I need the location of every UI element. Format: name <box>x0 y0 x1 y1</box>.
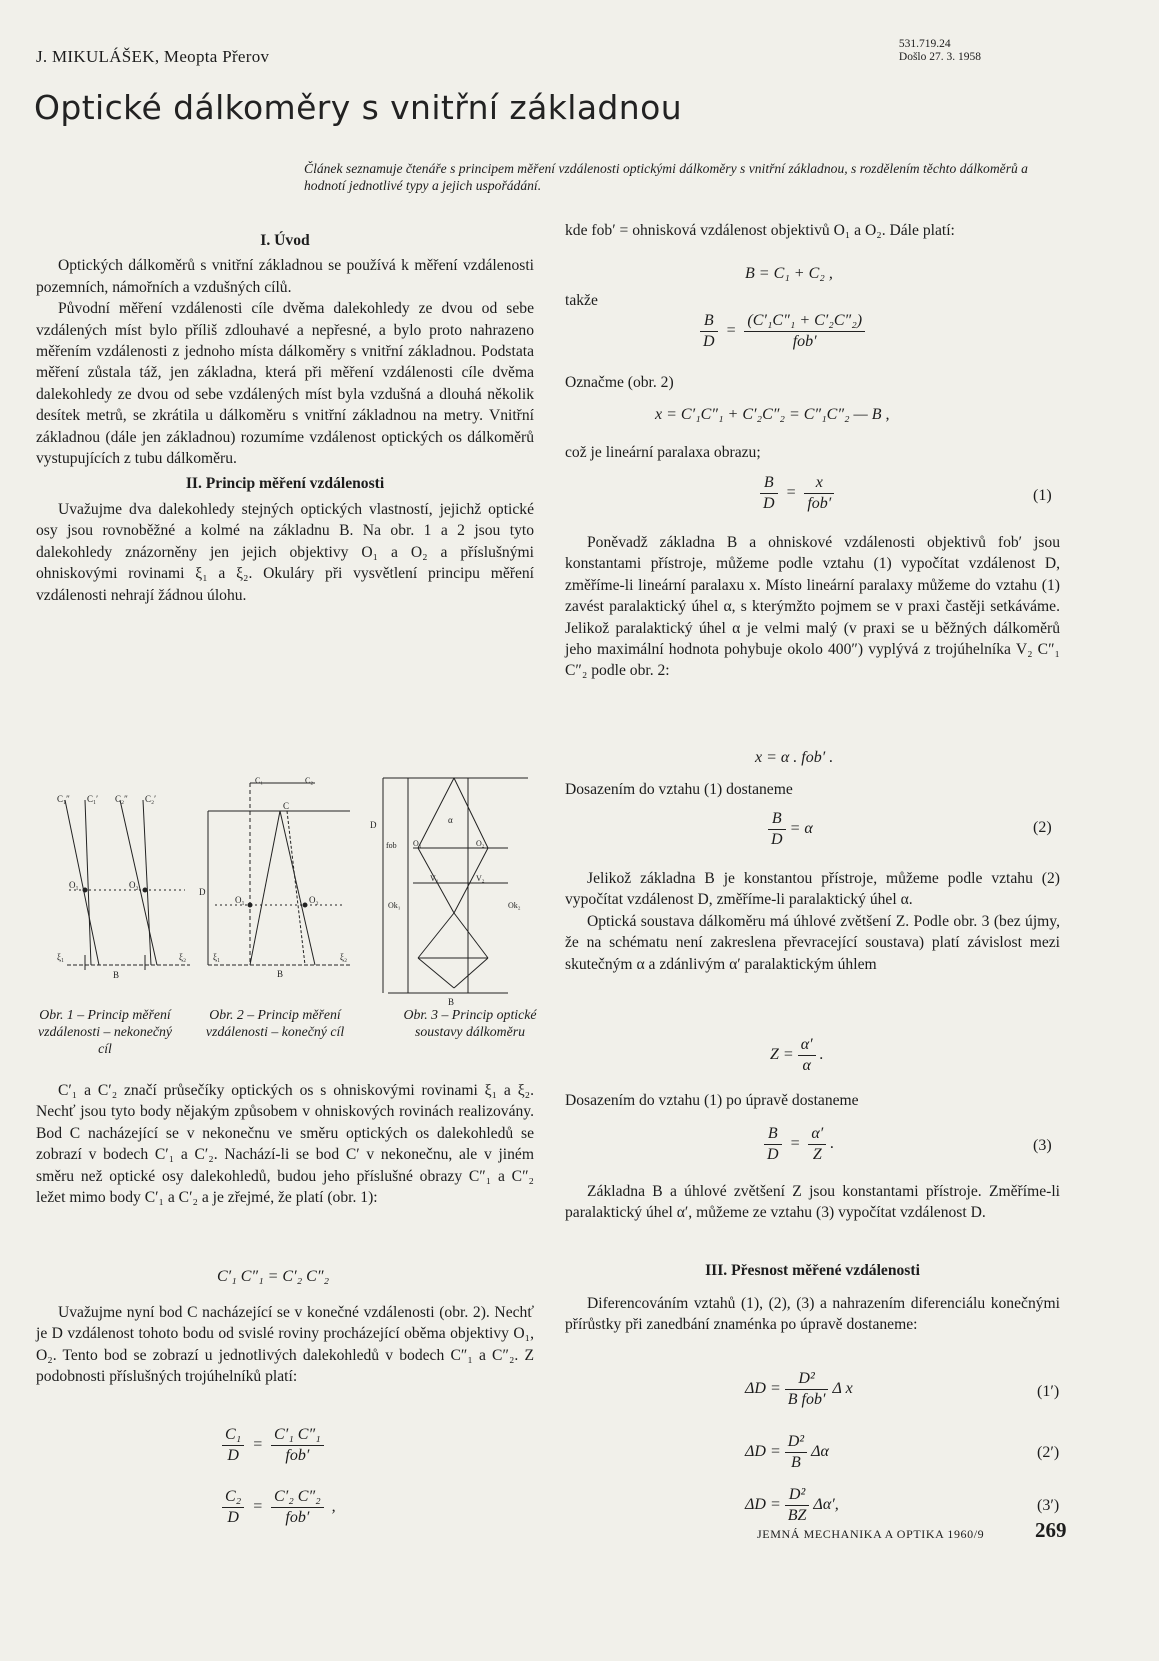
figure-3-label: Ok₂ <box>508 901 521 910</box>
figure-3-label: O₁ <box>413 839 422 848</box>
figure-3-label: O₂ <box>476 839 485 848</box>
equation-b: B = C₁ + C₂ , <box>745 265 833 282</box>
eq-num: B <box>768 810 786 830</box>
right-paragraph-5: Dosazením do vztahu (1) po úpravě dostaneme <box>565 1092 859 1109</box>
equation-label: (3′) <box>1037 1497 1060 1514</box>
figure-3-caption: Obr. 3 – Princip optické soustavy dálkoměru <box>403 1007 537 1039</box>
equation-2 <box>768 810 813 849</box>
figure-3-diagram <box>368 768 538 1008</box>
equation-c1: $\frac{\text{C₁}}{D}$ = $\frac{\text{C′₁ C″₁}}{\text{fob′}}$ <box>222 1426 324 1465</box>
eq-rhs: Δ x <box>832 1380 853 1398</box>
eq-num: (C′₁C″₁ + C′₂C″₂) <box>744 312 865 332</box>
right-paragraph-3 <box>565 868 1060 975</box>
eq-num: B <box>760 474 778 494</box>
figure-3-label: V₂ <box>476 874 485 883</box>
figure-1-label: C₂′ <box>145 794 157 804</box>
eq-den: D <box>771 831 783 848</box>
equation-z: Z = $\frac{\alpha'}{\alpha}$ . <box>770 1036 824 1074</box>
eq-lhs: ΔD = <box>745 1496 781 1514</box>
right-linear: což je lineární paralaxa obrazu; <box>565 444 761 461</box>
figure-1-label: O₂ <box>129 880 139 890</box>
equation-2-prime <box>745 1433 829 1472</box>
figure-2-label: D <box>199 887 206 897</box>
equation-bd: $\frac{B}{D}$ = $\frac{\text{(C′₁C″₁ + C′₂C″₂)}}{\text{fob′}}$ <box>700 312 865 351</box>
equation-label: (1′) <box>1037 1383 1060 1400</box>
equation-1-prime <box>745 1370 853 1409</box>
figure-2-label: O₂ <box>309 895 319 905</box>
equation-3-prime <box>745 1486 839 1525</box>
figure-1-label: ξ₁ <box>57 952 65 962</box>
eq-lhs: Z = <box>770 1046 794 1064</box>
eq-den: fob′ <box>285 1509 310 1526</box>
paragraph: Uvažujme nyní bod C nacházející se v konečné vzdálenosti (obr. 2). Nechť je D vzdálenost tohoto bodu od svislé roviny procházející oběma objektivy O₁, O₂. Tento bod se zobrazí u jednotlivých dalekohledů v bodech C″₁ a C″₂. Z podobnosti příslušných trojúhelníků platí: <box>36 1304 534 1386</box>
journal-footer: JEMNÁ MECHANIKA A OPTIKA 1960/9 <box>757 1527 985 1541</box>
eq-den: D <box>763 495 775 512</box>
eq-rhs: = α <box>789 820 813 838</box>
figure-1-label: O₁ <box>69 880 79 890</box>
section-heading-3: III. Přesnost měřené vzdálenosti <box>705 1262 920 1279</box>
eq-rhs: Δα <box>811 1443 829 1461</box>
right-paragraph-2 <box>565 532 1060 682</box>
figure-3-label: V₁ <box>430 874 439 883</box>
udc-block <box>899 38 981 64</box>
figure-2-diagram <box>199 775 355 980</box>
figure-1-label: C₁″ <box>57 794 70 804</box>
figure-2-label: O₁ <box>235 895 245 905</box>
equation-c2: $\frac{\text{C₂}}{D}$ = $\frac{\text{C′₂ C″₂}}{\text{fob′}}$ , <box>222 1488 336 1527</box>
equation-label: (3) <box>1033 1137 1052 1154</box>
figure-1-label: C₂″ <box>115 794 128 804</box>
eq-den: D <box>767 1146 779 1163</box>
eq-rhs: Δα′, <box>813 1496 839 1514</box>
figure-1-caption: Obr. 1 – Princip měření vzdálenosti – nekonečný cíl <box>37 1007 173 1056</box>
figure-3-label: fob <box>386 841 397 850</box>
eq-num: D² <box>785 1486 810 1506</box>
right-paragraph-7 <box>565 1293 1060 1336</box>
figure-2-label: ξ₁ <box>213 952 221 962</box>
eq-num: C′₁ C″₁ <box>271 1426 324 1446</box>
right-paragraph-6 <box>565 1181 1060 1224</box>
equation-xa: x = α . fob′ . <box>755 749 834 766</box>
eq-num: α′ <box>798 1036 816 1056</box>
paragraph: Základna B a úhlové zvětšení Z jsou konstantami přístroje. Změříme-li paralaktický úhel α′, můžeme ze vztahu (3) vypočítat vzdálenost D. <box>565 1183 1060 1222</box>
figure-2-label: C₂ <box>305 776 314 785</box>
section-heading-3-wrap <box>565 1260 1060 1281</box>
eq-den: B fob′ <box>787 1391 826 1408</box>
paragraph: Původní měření vzdálenosti cíle dvěma dalekohledy ze dvou od sebe vzdálených míst bylo příliš zdlouhavé a nepřesné, a bylo proto nahrazeno měřením vzdálenosti z jednoho místa dálkoměry s vnitřní základnou. Podstata měření zůstala táž, jen základna, která při měření vzdálenosti cíle dvěma dalekohledy ze dvou od sebe vzdálených míst byla vzdušná a dlouhá několik desítek metrů, se zkrátila u dálkoměru s vnitřní základnou na metry. Vnitřní základnou (dále jen základnou) rozumíme vzdálenost optických os dálkoměrů vystupujících z tubu dálkoměru. <box>36 300 534 468</box>
eq-lhs: ΔD = <box>745 1443 781 1461</box>
paragraph: Optická soustava dálkoměru má úhlové zvětšení Z. Podle obr. 3 (bez újmy, že na schématu není zakreslena převracející soustava) platí závislost mezi skutečným α a zdánlivým α′ paralaktickým úhlem <box>565 912 1060 973</box>
figure-1-label: B <box>113 970 120 980</box>
eq-num: α′ <box>808 1125 826 1145</box>
section-heading-1: I. Úvod <box>260 232 310 249</box>
article-title: Optické dálkoměry s vnitřní základnou <box>34 88 683 127</box>
eq-num: x <box>804 474 834 494</box>
figure-2-label: C₁ <box>255 776 264 785</box>
author-line: J. MIKULÁŠEK, Meopta Přerov <box>36 47 270 66</box>
eq-num: D² <box>785 1370 829 1390</box>
figure-1-label: ξ₂ <box>179 952 187 962</box>
equation-label: (2′) <box>1037 1444 1060 1461</box>
eq-den: D <box>227 1447 239 1464</box>
eq-den: D <box>703 333 715 350</box>
equation-x: x = C′₁C″₁ + C′₂C″₂ = C″₁C″₂ — B , <box>655 406 890 423</box>
eq-num: B <box>700 312 718 332</box>
figure-3-label: Ok₁ <box>388 901 401 910</box>
equation-3: $\frac{B}{D}$ = $\frac{\alpha'}{Z}$ . <box>764 1125 834 1164</box>
paragraph: Uvažujme dva dalekohledy stejných optických vlastností, jejichž optické osy jsou rovnoběžné a kolmé na základnu B. Na obr. 1 a 2 jsou tyto dalekohledy znázorněny jen jejich objektivy O₁ a O₂ a příslušnými ohniskovými rovinami ξ₁ a ξ₂. Okuláry při vysvětlení principu měření vzdálenosti nehrají žádnou úlohu. <box>36 500 534 604</box>
udc-code: 531.719.24 <box>898 38 951 50</box>
eq-den: D <box>227 1509 239 1526</box>
eq-den: fob′ <box>807 495 832 512</box>
received-date: Došlo 27. 3. 1958 <box>898 51 981 63</box>
paragraph: Jelikož základna B je konstantou přístroje, můžeme podle vztahu (2) vypočítat vzdálenost D, změříme-li paralaktický úhel α. <box>565 870 1060 909</box>
eq-num: D² <box>785 1433 807 1453</box>
eq-num: C′₂ C″₂ <box>271 1488 324 1508</box>
eq-den: Z <box>812 1146 822 1163</box>
eq-den: fob′ <box>285 1447 310 1464</box>
eq-den: B <box>791 1454 801 1471</box>
figure-3-label: α <box>448 815 453 825</box>
eq-den: fob′ <box>792 333 817 350</box>
eq-num: C₂ <box>222 1488 244 1508</box>
figure-1-diagram <box>55 790 195 980</box>
paragraph: C′₁ a C′₂ značí průsečíky optických os s ohniskovými rovinami ξ₁ a ξ₂. Nechť jsou tyto body nějakým způsobem v ohniskových rovinách realizovány. Bod C nacházející se v nekonečnu ve směru optických os dalekohledů se zobrazí v bodech C′₁ a C′₂. Nachází-li se bod C′ v nekonečnu, ale v jiném směru než optické osy dalekohledů, budou jeho příslušné obrazy C″₁ a C″₂ ležet mimo body C′₁ a C′₂ a je zřejmé, že platí (obr. 1): <box>36 1082 534 1207</box>
paragraph: Poněvadž základna B a ohniskové vzdálenosti objektivů fob′ jsou konstantami přístroje, můžeme podle vztahu (1) vypočítat vzdálenost D, změříme-li lineární paralaxu x. Místo lineární paralaxy můžeme do vztahu (1) zavést paralaktický úhel α, s kterýmžto pojmem se v praxi častěji setkáváme. Jelikož paralaktický úhel α je velmi malý (v praxi se u běžných dálkoměrů jeho maximální hodnota pohybuje okolo 400″) vyplývá z trojúhelníka V₂ C″₁ C″₂ podle obr. 2: <box>565 534 1060 680</box>
abstract: Článek seznamuje čtenáře s principem měření vzdálenosti optickými dálkoměry s vnitřní základnou, s rozdělením těchto dálkoměrů a hodnotí jednotlivé typy a jejich uspořádání. <box>304 161 1028 193</box>
figure-1-label: C₁′ <box>87 794 99 804</box>
equation-label: (1) <box>1033 487 1052 504</box>
eq-num: B <box>764 1125 782 1145</box>
eq-den: α <box>802 1057 811 1074</box>
equation-1: $\frac{B}{D}$ = $\frac{x}{\text{fob′}}$ <box>760 474 834 513</box>
right-takze: takže <box>565 292 598 309</box>
paragraph: Optických dálkoměrů s vnitřní základnou se používá k měření vzdálenosti pozemních, námořních a vzdušných cílů. <box>36 257 534 296</box>
figure-2-label: C <box>283 801 290 811</box>
paragraph: Diferencováním vztahů (1), (2), (3) a nahrazením diferenciálu konečnými přírůstky při zanedbání znaménka po úpravě dostaneme: <box>565 1295 1060 1334</box>
right-dosazenim: Dosazením do vztahu (1) dostaneme <box>565 781 793 798</box>
eq-num: C₁ <box>222 1426 244 1446</box>
section-heading-2: II. Princip měření vzdálenosti <box>185 475 385 493</box>
figure-2-label: ξ₂ <box>340 952 348 962</box>
right-paragraph-1: kde fob′ = ohnisková vzdálenost objektivů O₁ a O₂. Dále platí: <box>565 222 955 239</box>
figure-2-caption: Obr. 2 – Princip měření vzdálenosti – konečný cíl <box>205 1007 345 1039</box>
figure-3-label: B <box>448 997 455 1007</box>
figure-2-label: B <box>277 969 284 979</box>
figure-3-label: D <box>370 820 377 830</box>
page-number: 269 <box>1035 1518 1067 1542</box>
left-column-bottom <box>36 1080 534 1208</box>
right-oznacme: Označme (obr. 2) <box>565 374 674 391</box>
eq-lhs: ΔD = <box>745 1380 781 1398</box>
eq-den: BZ <box>787 1507 807 1524</box>
equation-label: (2) <box>1033 819 1052 836</box>
equation-c: C′₁ C″₁ = C′₂ C″₂ <box>217 1268 330 1285</box>
left-column-bottom-2 <box>36 1302 534 1388</box>
left-column-top <box>36 230 534 606</box>
